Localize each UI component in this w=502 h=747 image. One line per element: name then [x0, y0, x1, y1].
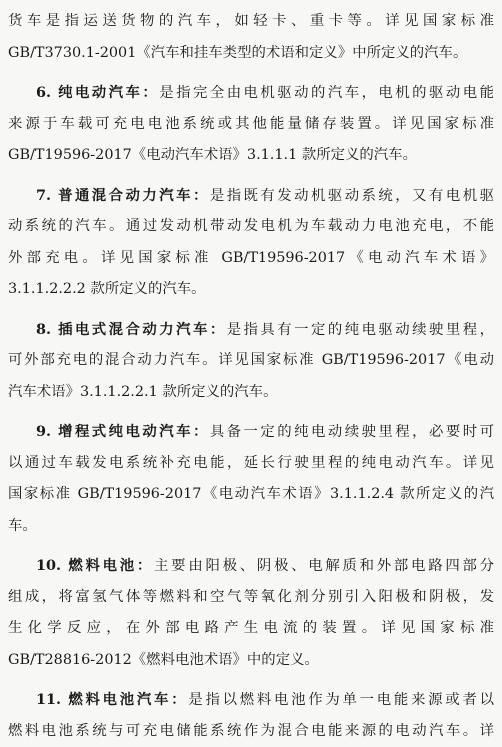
- item-number: 7.: [36, 187, 51, 204]
- item-term: 燃料电池汽车：: [68, 691, 188, 708]
- item-text: 是指以燃料电池作为单一电能来源或者以: [188, 692, 494, 708]
- item-text: 3.1.1.2.2.2 款所定义的汽车。: [8, 274, 494, 306]
- item-text: 可外部充电的混合动力汽车。详见国家标准 GB/T19596-2017《电动: [8, 345, 494, 377]
- item-text: 外部充电。详见国家标准 GB/T19596-2017《电动汽车术语》: [8, 243, 494, 275]
- definition-item-11: [8, 684, 494, 747]
- item-text: 具备一定的纯电动续驶里程，必要时可: [210, 424, 494, 440]
- intro-line-2: GB/T3730.1-2001《汽车和挂车类型的术语和定义》中所定义的汽车。: [8, 38, 494, 70]
- item-text: 车。: [8, 511, 494, 543]
- item-text: GB/T19596-2017《电动汽车术语》3.1.1.1 款所定义的汽车。: [8, 140, 494, 172]
- item-number: 11.: [36, 691, 61, 708]
- item-number: 10.: [36, 557, 61, 574]
- definition-item-8: [8, 314, 494, 409]
- item-text: 以通过车载发电系统补充电能，延长行驶里程的纯电动汽车。详见: [8, 448, 494, 480]
- item-text: 组成，将富氢气体等燃料和空气等氧化剂分别引入阳极和阴极，发: [8, 582, 494, 614]
- item-text: 是指完全由电机驱动的汽车，电机的驱动电能: [159, 85, 494, 101]
- definition-item-7: [8, 180, 494, 306]
- item-term: 普通混合动力汽车：: [58, 187, 210, 204]
- item-number: 9.: [36, 423, 51, 440]
- definition-item-6: [8, 77, 494, 172]
- item-text: 生化学反应，在外部电路产生电流的装置。详见国家标准: [8, 613, 494, 645]
- item-term: 插电式混合动力汽车：: [58, 321, 227, 338]
- item-text: 燃料电池系统与可充电储能系统作为混合电能来源的电动汽车。详: [8, 716, 494, 747]
- item-text: 来源于车载可充电电池系统或其他能量储存装置。详见国家标准: [8, 109, 494, 141]
- item-number: 8.: [36, 321, 51, 338]
- item-text: 主要由阳极、阴极、电解质和外部电路四部分: [154, 558, 494, 574]
- definition-item-10: [8, 550, 494, 676]
- item-term: 纯电动汽车：: [58, 84, 159, 101]
- item-text: 国家标准 GB/T19596-2017《电动汽车术语》3.1.1.2.4 款所定义的汽: [8, 479, 494, 511]
- item-text: 是指具有一定的纯电驱动续驶里程，: [227, 322, 494, 338]
- item-text: 动系统的汽车。通过发动机带动发电机为车载动力电池充电，不能: [8, 211, 494, 243]
- item-number: 6.: [36, 84, 51, 101]
- definition-item-9: [8, 416, 494, 542]
- item-text: 汽车术语》3.1.1.2.2.1 款所定义的汽车。: [8, 377, 494, 409]
- item-text: 是指既有发动机驱动系统，又有电机驱: [210, 188, 494, 204]
- item-term: 增程式纯电动汽车：: [58, 423, 210, 440]
- item-term: 燃料电池：: [68, 557, 154, 574]
- intro-line-1: 货车是指运送货物的汽车，如轻卡、重卡等。详见国家标准: [8, 6, 494, 38]
- item-text: GB/T28816-2012《燃料电池术语》中的定义。: [8, 645, 494, 677]
